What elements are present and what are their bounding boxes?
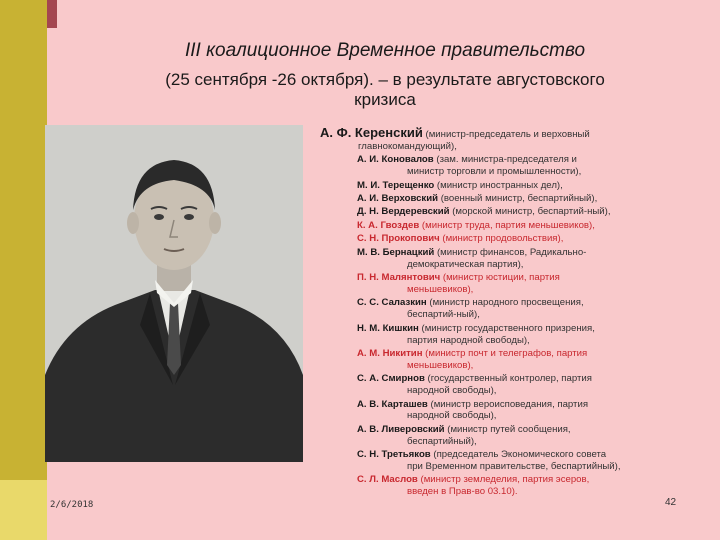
minister-description-continued: меньшевиков), xyxy=(407,283,474,295)
minister-entry xyxy=(320,233,705,245)
minister-description: (государственный контролер, партия xyxy=(424,373,592,385)
minister-description: (министр путей сообщения, xyxy=(444,423,571,435)
minister-description: (министр-председатель и верховный xyxy=(422,129,590,140)
slide-date: 2/6/2018 xyxy=(50,500,94,510)
minister-description-continued: народной свободы), xyxy=(407,410,497,422)
minister-name: А. В. Ливеровский xyxy=(357,423,445,435)
minister-description: (министр государственного призрения, xyxy=(418,322,595,334)
minister-name: К. А. Гвоздев xyxy=(357,219,420,231)
minister-name: А. М. Никитин xyxy=(357,347,423,359)
minister-entry xyxy=(320,180,705,192)
minister-description: (министр финансов, Радикально- xyxy=(434,246,587,258)
minister-name: С. А. Смирнов xyxy=(357,373,425,385)
minister-name: С. Л. Маслов xyxy=(357,474,418,486)
minister-name: С. Н. Третьяков xyxy=(357,449,431,461)
minister-name: А. Ф. Керенский xyxy=(320,125,423,140)
subtitle-line-2: кризиса xyxy=(354,90,416,109)
minister-description-continued: меньшевиков), xyxy=(407,359,474,371)
minister-name: С. Н. Прокопович xyxy=(357,233,440,245)
minister-entry xyxy=(320,206,705,218)
minister-list xyxy=(320,127,705,498)
minister-entry xyxy=(320,127,705,153)
minister-description: (министр труда, партия меньшевиков), xyxy=(419,219,595,231)
minister-entry xyxy=(320,348,705,372)
minister-description: (министр иностранных дел), xyxy=(434,179,563,191)
minister-description-continued: партия народной свободы), xyxy=(407,334,530,346)
minister-name: С. С. Салазкин xyxy=(357,297,427,309)
minister-description-continued: при Временном правительстве, беспартийный), xyxy=(407,461,621,473)
minister-name: Д. Н. Вердеревский xyxy=(357,206,450,218)
minister-description: (министр продовольствия), xyxy=(439,233,564,245)
minister-description: (военный министр, беспартийный), xyxy=(438,193,598,205)
minister-description-continued: беспартий-ный), xyxy=(407,309,480,321)
portrait-photo xyxy=(45,125,303,462)
minister-entry xyxy=(320,247,705,271)
minister-description-continued: введен в Прав-во 03.10). xyxy=(407,486,518,498)
minister-description: (министр вероисповедания, партия xyxy=(427,398,589,410)
minister-description: (министр почт и телеграфов, партия xyxy=(422,347,588,359)
minister-description: (председатель Экономического совета xyxy=(430,449,607,461)
minister-description-continued: главнокомандующий), xyxy=(358,140,457,152)
page-number: 42 xyxy=(665,497,677,508)
slide-title: III коалиционное Временное правительство xyxy=(184,40,586,61)
minister-entry xyxy=(320,154,705,178)
minister-entry xyxy=(320,449,705,473)
minister-name: А. В. Карташев xyxy=(357,398,428,410)
minister-description-continued: демократическая партия), xyxy=(407,258,524,270)
minister-name: М. В. Бернацкий xyxy=(357,246,435,258)
minister-description: (морской министр, беспартий-ный), xyxy=(449,206,611,218)
minister-entry xyxy=(320,272,705,296)
minister-entry xyxy=(320,297,705,321)
minister-description-continued: народной свободы), xyxy=(407,385,497,397)
top-accent-stripe xyxy=(47,0,57,28)
minister-entry xyxy=(320,424,705,448)
minister-entry xyxy=(320,220,705,232)
minister-entry xyxy=(320,193,705,205)
minister-name: А. И. Коновалов xyxy=(357,154,434,166)
left-accent-bar-bottom xyxy=(0,480,47,540)
minister-entry xyxy=(320,323,705,347)
minister-description: (зам. министра-председателя и xyxy=(433,154,577,166)
subtitle-line-1: (25 сентября -26 октября). – в результате августовского xyxy=(165,70,605,89)
minister-entry xyxy=(320,373,705,397)
minister-description-continued: беспартийный), xyxy=(407,435,477,447)
minister-description-continued: министр торговли и промышленности), xyxy=(407,166,582,178)
minister-name: Н. М. Кишкин xyxy=(357,322,419,334)
minister-name: М. И. Терещенко xyxy=(357,179,435,191)
minister-entry xyxy=(320,399,705,423)
minister-name: А. И. Верховский xyxy=(357,193,439,205)
slide-subtitle xyxy=(95,70,675,110)
minister-entry xyxy=(320,474,705,498)
left-accent-bar xyxy=(0,0,47,540)
minister-description: (министр юстиции, партия xyxy=(440,271,560,283)
minister-description: (министр земледелия, партия эсеров, xyxy=(417,474,590,486)
minister-name: П. Н. Малянтович xyxy=(357,271,441,283)
minister-description: (министр народного просвещения, xyxy=(426,297,584,309)
